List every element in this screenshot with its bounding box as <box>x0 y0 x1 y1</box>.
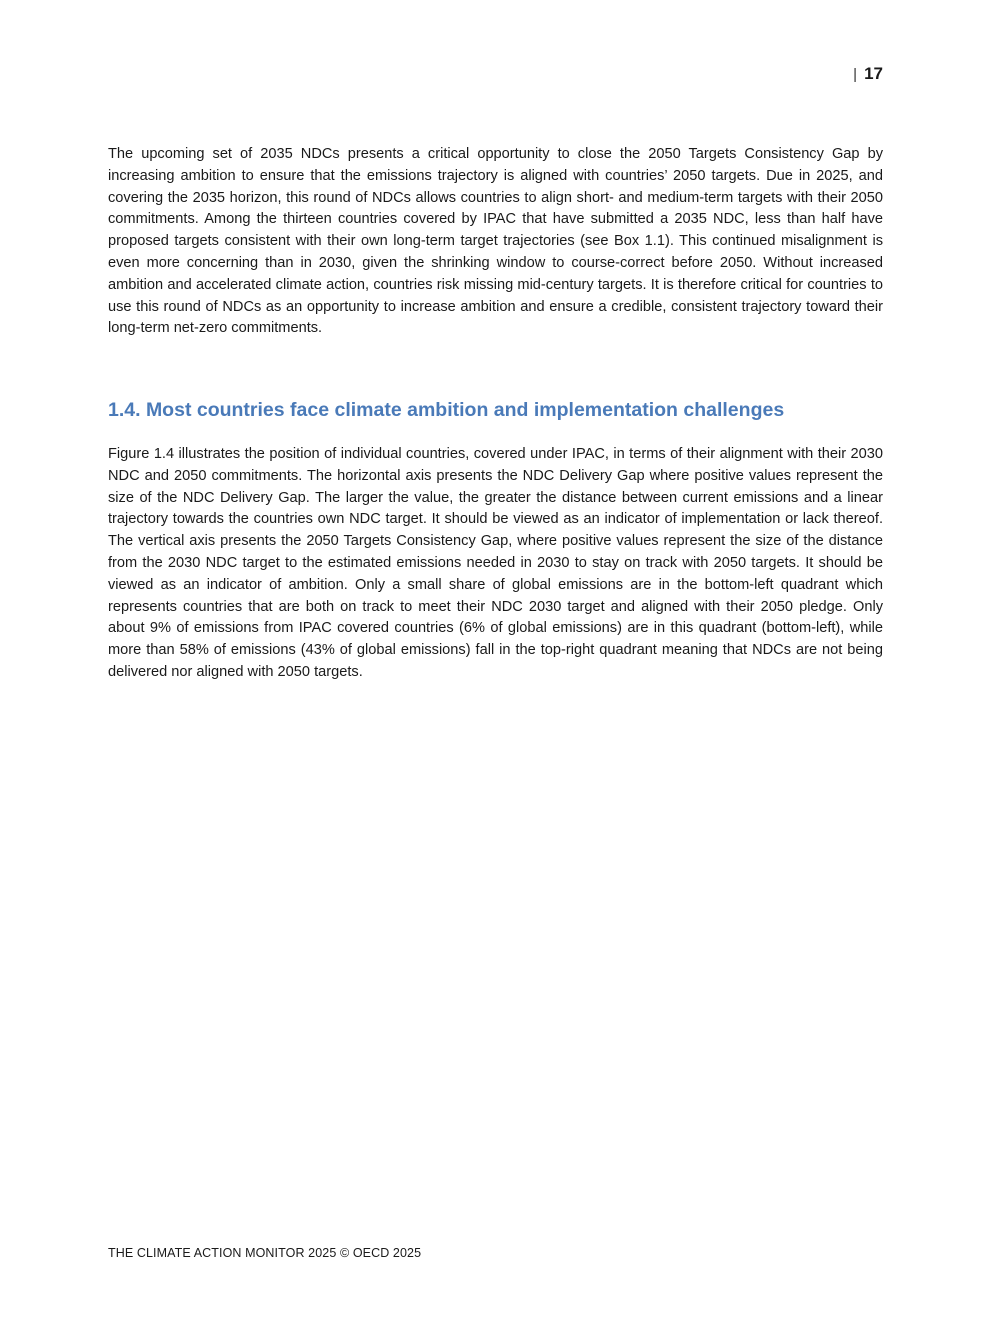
section-body-paragraph: Figure 1.4 illustrates the position of individual countries, covered under IPAC, in terms of their alignment with their 2030 NDC and 2050 commitments. The horizontal axis presents the NDC Delivery Gap where positive values represent the size of the NDC Delivery Gap. The larger the value, the greater the distance between current emissions and a linear trajectory towards the countries own NDC target. It should be viewed as an indicator of implementation or lack thereof. The vertical axis presents the 2050 Targets Consistency Gap, where positive values represent the size of the distance from the 2030 NDC target to the estimated emissions needed in 2030 to stay on track with 2050 targets. It should be viewed as an indicator of ambition. Only a small share of global emissions are in the bottom-left quadrant which represents countries that are both on track to meet their NDC 2030 target and aligned with their 2050 pledge. Only about 9% of emissions from IPAC covered countries (6% of global emissions) are in this quadrant (bottom-left), while more than 58% of emissions (43% of global emissions) fall in the top-right quadrant meaning that NDCs are not being delivered nor aligned with 2050 targets. <box>108 446 883 680</box>
page-footer: THE CLIMATE ACTION MONITOR 2025 © OECD 2025 <box>108 1246 422 1260</box>
page-header <box>853 64 883 84</box>
header-separator: | <box>853 65 858 83</box>
intro-paragraph: The upcoming set of 2035 NDCs presents a critical opportunity to close the 2050 Targets Consistency Gap by increasing ambition to ensure that the emissions trajectory is aligned with countries’ 2050 targets. Due in 2025, and covering the 2035 horizon, this round of NDCs allows countries to align short- and medium-term targets with their 2050 commitments. Among the thirteen countries covered by IPAC that have submitted a 2035 NDC, less than half have proposed targets consistent with their own long-term target trajectories (see Box 1.1). This continued misalignment is even more concerning than in 2030, given the shrinking window to course-correct before 2050. Without increased ambition and accelerated climate action, countries risk missing mid-century targets. It is therefore critical for countries to use this round of NDCs as an opportunity to increase ambition and ensure a credible, consistent trajectory toward their long-term net-zero commitments. <box>108 146 883 337</box>
section-heading: 1.4. Most countries face climate ambition and implementation challenges <box>108 399 785 421</box>
page-number: 17 <box>864 64 883 83</box>
